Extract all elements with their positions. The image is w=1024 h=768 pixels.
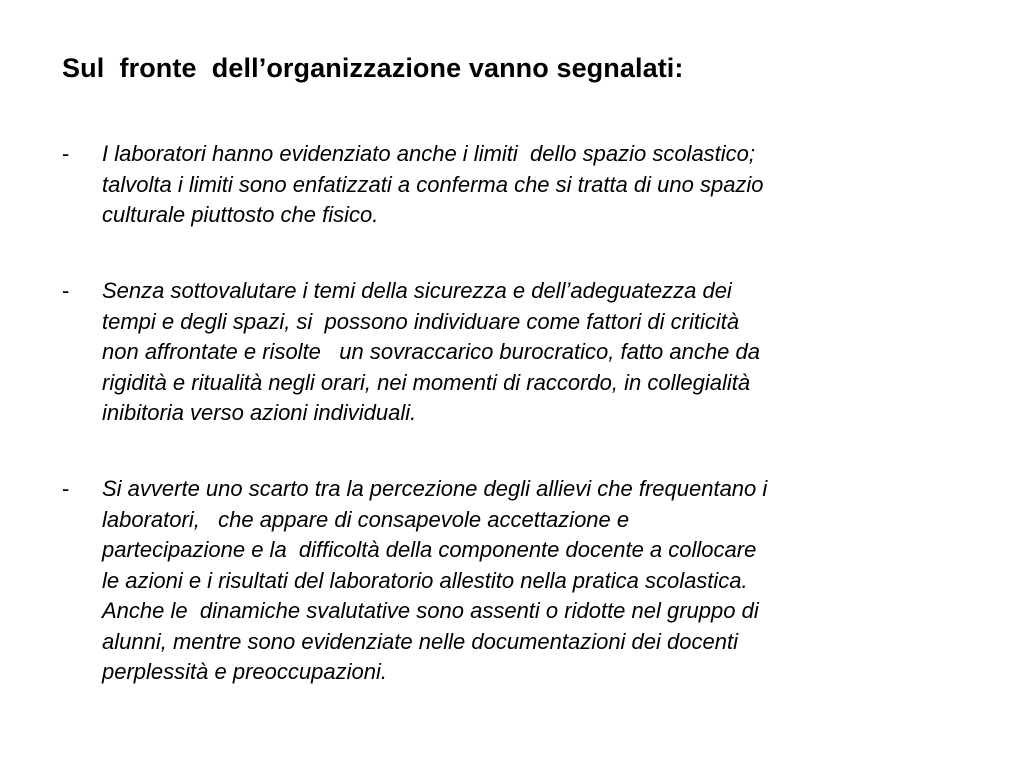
bullet-dash: - [62,476,70,501]
text-line: Senza sottovalutare i temi della sicurezza e dell’adeguatezza dei [102,278,732,303]
text-line: talvolta i limiti sono enfatizzati a conferma che si tratta di uno spazio [102,171,764,197]
bullet-text [102,139,982,231]
text-line: Anche le dinamiche svalutative sono assenti o ridotte nel gruppo di [102,598,759,623]
text-line: le azioni e i risultati del laboratorio allestito nella pratica scolastica. [102,567,748,593]
text-line: tempi e degli spazi, si possono individuare come fattori di criticità [102,308,740,334]
text-line: alunni, mentre sono evidenziate nelle documentazioni dei docenti [102,628,738,654]
text-line: rigidità e ritualità negli orari, nei momenti di raccordo, in collegialità [102,369,751,395]
text-line: I laboratori hanno evidenziato anche i limiti dello spazio scolastico; [102,141,756,166]
bullet-dash: - [62,141,70,166]
slide-title: Sul fronte dell’organizzazione vanno segnalati: [62,53,684,83]
text-line: Si avverte uno scarto tra la percezione degli allievi che frequentano i [102,476,768,501]
bullet-text [102,276,982,429]
text-line: culturale piuttosto che fisico. [102,202,379,227]
text-line: perplessità e preoccupazioni. [102,659,387,684]
text-line: inibitoria verso azioni individuali. [102,400,417,425]
text-line: laboratori, che appare di consapevole accettazione e [102,506,630,532]
bullet-text [102,474,982,688]
bullet-dash: - [62,278,70,303]
text-line: non affrontate e risolte un sovraccarico burocratico, fatto anche da [102,339,760,364]
text-line: partecipazione e la difficoltà della componente docente a collocare [102,537,757,562]
